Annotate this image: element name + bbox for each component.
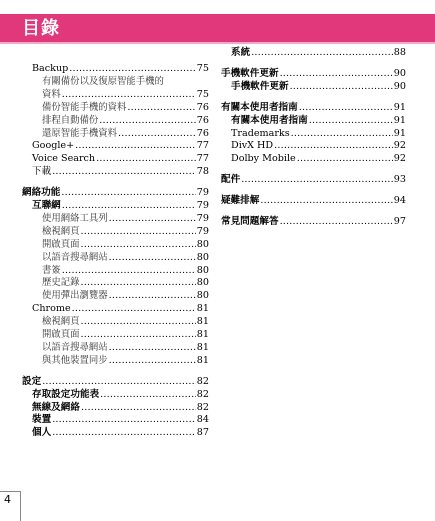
toc-leader-dots [280, 67, 393, 80]
toc-leader-dots [290, 80, 393, 93]
toc-leader-dots [309, 114, 393, 127]
toc-entry-label: Google+ [32, 140, 75, 152]
toc-entry[interactable] [42, 264, 209, 277]
toc-entry[interactable] [221, 67, 406, 80]
toc-entry-label: 有關本使用者指南 [221, 101, 298, 113]
toc-entry-label: 檢視網頁 [42, 316, 80, 328]
toc-leader-dots [109, 289, 196, 302]
toc-entry-label: Backup [32, 63, 69, 74]
toc-leader-dots [62, 88, 196, 101]
toc-entry[interactable] [42, 328, 209, 341]
toc-entry-label: 開啟頁面 [42, 329, 80, 340]
toc-entry-page: 80 [196, 290, 209, 302]
toc-leader-dots [100, 388, 196, 401]
toc-entry-label: Dolby Mobile [231, 153, 296, 165]
toc-entry-page: 90 [393, 80, 406, 92]
toc-entry[interactable] [32, 62, 209, 75]
toc-leader-dots [69, 62, 196, 75]
toc-entry[interactable] [42, 289, 209, 302]
toc-leader-dots [274, 139, 393, 152]
toc-entry-page: 80 [196, 277, 209, 289]
toc-leader-dots [81, 401, 196, 414]
toc-entry-label: 無線及網絡 [32, 401, 80, 413]
header-bar [0, 14, 435, 44]
toc-entry-page: 82 [196, 388, 209, 400]
toc-entry-label: 備份智能手機的資料 [42, 101, 127, 113]
toc-entry-page: 81 [196, 329, 209, 340]
toc-leader-dots [81, 276, 196, 289]
toc-leader-dots [42, 375, 196, 388]
toc-entry-page: 82 [196, 401, 209, 413]
toc-entry-page: 79 [196, 187, 209, 199]
toc-leader-dots [62, 199, 196, 212]
toc-entry[interactable] [32, 401, 209, 414]
toc-entry[interactable] [42, 75, 209, 88]
toc-entry[interactable] [231, 80, 406, 93]
toc-entry-page: 81 [196, 316, 209, 328]
toc-entry-label: 疑難排解 [221, 195, 260, 207]
toc-entry-page: 90 [393, 67, 406, 79]
toc-leader-dots [96, 152, 196, 165]
toc-entry-label: 資料 [42, 88, 61, 100]
toc-entry-label: 網絡功能 [22, 187, 61, 199]
toc-entry-label: 有關備份以及復原智能手機的 [42, 75, 164, 87]
toc-entry-label: 有關本使用者指南 [231, 114, 308, 126]
toc-entry-page: 87 [196, 427, 209, 439]
toc-entry[interactable] [32, 426, 209, 439]
toc-entry[interactable] [42, 101, 209, 114]
toc-leader-dots [297, 152, 393, 165]
toc-entry[interactable] [42, 354, 209, 367]
toc-entry[interactable] [42, 88, 209, 101]
toc-entry[interactable] [42, 212, 209, 225]
toc-entry-page: 81 [196, 341, 209, 353]
toc-entry-page: 91 [393, 127, 406, 139]
toc-entry-page: 81 [196, 354, 209, 366]
toc-entry-page: 79 [196, 200, 209, 211]
toc-entry-label: 以語音搜尋網站 [42, 341, 108, 353]
toc-entry[interactable] [42, 114, 209, 127]
toc-leader-dots [81, 328, 196, 341]
toc-entry[interactable] [42, 251, 209, 264]
toc-leader-dots [61, 186, 195, 199]
toc-entry-page: 80 [196, 238, 209, 250]
toc-entry-page: 75 [196, 63, 209, 74]
toc-leader-dots [52, 413, 196, 426]
toc-entry-label: 裝置 [32, 414, 52, 426]
toc-leader-dots [62, 264, 196, 277]
toc-entry-page: 79 [196, 225, 209, 237]
footer-divider [0, 491, 20, 492]
toc-entry-page: 91 [393, 101, 406, 113]
toc-entry[interactable] [32, 152, 209, 165]
toc-entry-page: 91 [393, 114, 406, 126]
toc-entry[interactable] [231, 114, 406, 127]
toc-entry[interactable] [32, 413, 209, 426]
toc-leader-dots [109, 341, 196, 354]
toc-leader-dots [299, 101, 393, 114]
toc-entry-page: 88 [393, 47, 406, 58]
toc-entry[interactable] [32, 302, 209, 315]
toc-leader-dots [52, 426, 196, 439]
toc-entry[interactable] [231, 127, 406, 140]
toc-entry-label: 還原智能手機資料 [42, 127, 118, 139]
toc-entry-label: DivX HD [231, 140, 274, 152]
toc-entry-label: 檢視網頁 [42, 225, 80, 237]
toc-entry[interactable] [221, 194, 406, 207]
toc-entry-label: 設定 [22, 375, 42, 387]
toc-entry[interactable] [221, 215, 406, 228]
toc-entry-label: 個人 [32, 427, 52, 439]
toc-entry-label: 以語音搜尋網站 [42, 251, 108, 263]
toc-leader-dots [260, 194, 392, 207]
toc-leader-dots [81, 315, 196, 328]
toc-leader-dots [109, 212, 196, 225]
toc-entry-page: 75 [196, 88, 209, 100]
toc-entry-label: 配件 [221, 174, 241, 186]
toc-entry-page: 78 [196, 166, 209, 178]
toc-leader-dots [127, 101, 195, 114]
toc-entry-label: 下載 [32, 166, 52, 178]
toc-entry-label: 手機軟件更新 [221, 67, 279, 79]
toc-entry-page: 92 [393, 153, 406, 165]
toc-entry[interactable] [32, 165, 209, 178]
toc-entry-label: 開啟頁面 [42, 238, 80, 250]
toc-entry-label: 手機軟件更新 [231, 80, 289, 92]
toc-leader-dots [280, 215, 393, 228]
toc-entry[interactable] [32, 139, 209, 152]
toc-leader-dots [75, 139, 196, 152]
toc-entry-page: 80 [196, 251, 209, 263]
toc-leader-dots [251, 46, 393, 59]
toc-entry-label: 常見問題解答 [221, 216, 279, 227]
toc-leader-dots [241, 173, 393, 186]
toc-entry-label: 存取設定功能表 [32, 388, 100, 400]
toc-entry-page: 82 [196, 375, 209, 387]
toc-entry[interactable] [42, 315, 209, 328]
toc-entry[interactable] [231, 139, 406, 152]
toc-entry[interactable] [42, 127, 209, 140]
toc-entry[interactable] [32, 199, 209, 212]
toc-leader-dots [109, 354, 196, 367]
toc-entry[interactable] [231, 46, 406, 59]
toc-entry[interactable] [42, 341, 209, 354]
toc-entry-page: 76 [196, 114, 209, 126]
toc-leader-dots [81, 225, 196, 238]
toc-entry[interactable] [32, 388, 209, 401]
page-title: 目錄 [22, 18, 60, 39]
toc-entry[interactable] [221, 101, 406, 114]
toc-entry[interactable] [22, 186, 209, 199]
toc-entry-page: 97 [393, 216, 406, 227]
toc-entry-page: 94 [393, 195, 406, 207]
toc-entry-label: 與其他裝置同步 [42, 354, 108, 366]
toc-entry-page: 84 [196, 414, 209, 426]
footer-rule [20, 491, 21, 521]
toc-entry[interactable] [22, 375, 209, 388]
toc-entry-label: 歷史記錄 [42, 277, 80, 289]
toc-entry-label: 使用彈出瀏覽器 [42, 290, 108, 302]
toc-entry[interactable] [231, 152, 406, 165]
toc-entry-label: Trademarks [231, 127, 290, 139]
toc-entry-label: 排程自動備份 [42, 114, 99, 126]
toc-entry-page: 92 [393, 140, 406, 152]
toc-entry[interactable] [42, 225, 209, 238]
toc-leader-dots [291, 127, 393, 140]
toc-entry-page: 77 [196, 140, 209, 152]
toc-entry-label: 書簽 [42, 264, 61, 276]
toc-entry-page: 93 [393, 174, 406, 186]
toc-entry-page: 77 [196, 153, 209, 165]
toc-leader-dots [81, 238, 196, 251]
toc-leader-dots [52, 165, 196, 178]
page-number: 4 [4, 493, 11, 506]
toc-entry[interactable] [42, 276, 209, 289]
toc-entry-label: Voice Search [32, 153, 96, 165]
toc-entry-label: 互聯網 [32, 200, 61, 211]
toc-entry[interactable] [221, 173, 406, 186]
toc-entry[interactable] [42, 238, 209, 251]
toc-leader-dots [72, 302, 196, 315]
toc-entry-page: 76 [196, 101, 209, 113]
toc-entry-label: Chrome [32, 303, 71, 315]
toc-leader-dots [99, 114, 196, 127]
toc-entry-page: 80 [196, 264, 209, 276]
toc-entry-label: 系統 [231, 47, 251, 58]
toc-entry-page: 79 [196, 212, 209, 224]
toc-entry-page: 81 [196, 303, 209, 315]
toc-entry-page: 76 [196, 127, 209, 139]
toc-leader-dots [109, 251, 196, 264]
toc-entry-label: 使用網絡工具列 [42, 212, 108, 224]
toc-leader-dots [118, 127, 196, 140]
